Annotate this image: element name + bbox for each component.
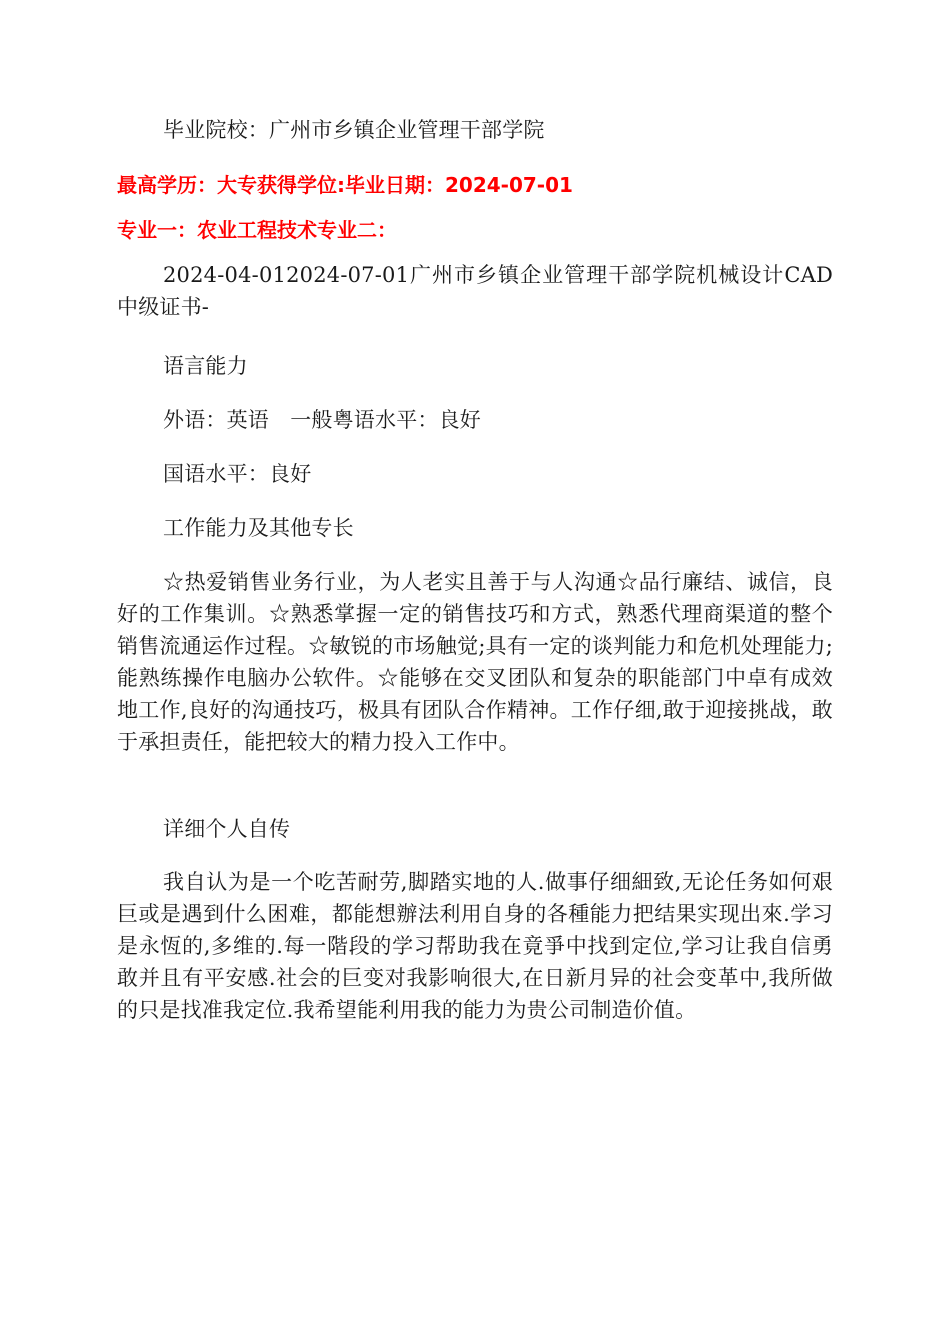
language-heading: 语言能力 [163, 354, 248, 378]
certificate-line: 2024-04-012024-07-01广州市乡镇企业管理干部学院机械设计CAD中级证书- [117, 263, 833, 319]
mandarin-line: 国语水平：良好 [163, 462, 312, 486]
skills-body: ☆热爱销售业务行业，为人老实且善于与人沟通☆品行廉结、诚信，良好的工作集训。☆熟悉掌握一定的销售技巧和方式，熟悉代理商渠道的整个销售流通运作过程。☆敏锐的市场触觉;具有一定的谈判能力和危机处理能力;能熟练操作电脑办公软件。☆能够在交叉团队和复杂的职能部门中卓有成效地工作,良好的沟通技巧，极具有团队合作精神。工作仔细,敢于迎接挑战，敢于承担责任，能把较大的精力投入工作中。 [117, 570, 833, 754]
degree-line: 最高学历：大专获得学位:毕业日期：2024-07-01 [117, 173, 573, 197]
skills-heading: 工作能力及其他专长 [163, 516, 354, 540]
bio-heading: 详细个人自传 [163, 817, 291, 841]
major-line: 专业一：农业工程技术专业二： [117, 218, 397, 242]
foreign-language-line: 外语：英语 一般粤语水平：良好 [163, 408, 481, 432]
bio-body: 我自认为是一个吃苦耐劳,脚踏实地的人.做事仔细細致,无论任务如何艰巨或是遇到什么困难，都能想辦法利用自身的各種能力把结果实现出來.学习是永恆的,多维的.每一階段的学习帮助我在竟爭中找到定位,学习让我自信勇敢并且有平安感.社会的巨变对我影响很大,在日新月异的社会变革中,我所做的只是找准我定位.我希望能利用我的能力为贵公司制造价值。 [117, 870, 833, 1022]
school-line: 毕业院校：广州市乡镇企业管理干部学院 [163, 118, 545, 142]
